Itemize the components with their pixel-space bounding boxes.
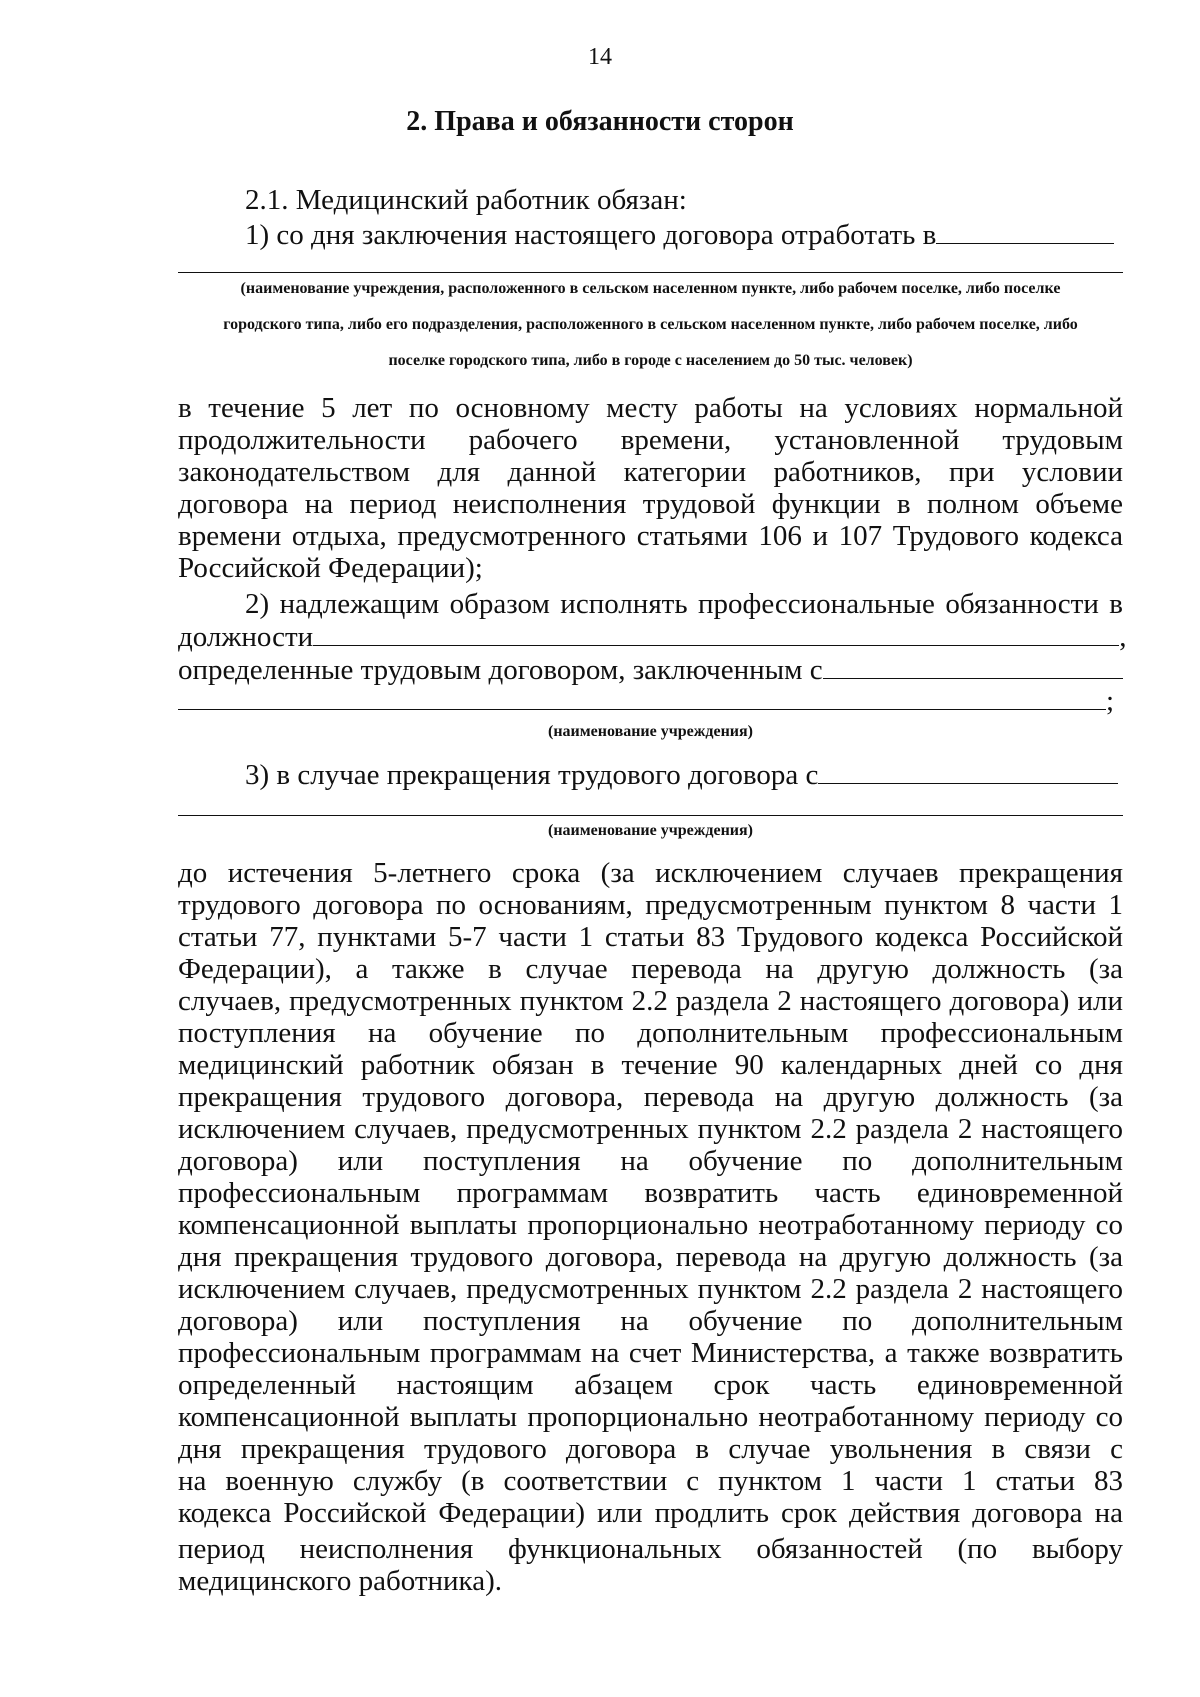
item1-body-line: времени отдыха, предусмотренного статьями 106 и 107 Трудового кодекса xyxy=(178,520,1123,552)
item3-blank xyxy=(818,759,1118,784)
item2-semicolon: ; xyxy=(1106,685,1115,717)
item3-body-line: статьи 77, пунктами 5-7 части 1 статьи 83 Трудового кодекса Российской xyxy=(178,921,1123,953)
institution-blank xyxy=(936,219,1114,244)
item1-line xyxy=(245,219,1123,252)
item2-line: 2) надлежащим образом исполнять профессиональные обязанности в xyxy=(245,588,1123,620)
item1-body-line: законодательством для данной категории работников, при условии xyxy=(178,456,1123,488)
item3-body-line: профессиональным программам на счет Министерства, а также возвратить xyxy=(178,1337,1123,1369)
item3-body-line: компенсационной выплаты пропорционально неотработанному периоду со xyxy=(178,1209,1123,1241)
caption-institution-line-1: (наименование учреждения, расположенного в сельском населенном пункте, либо рабочем поселке, либо поселке xyxy=(240,280,1061,297)
item3-body-line: компенсационной выплаты пропорционально неотработанному периоду со xyxy=(178,1401,1123,1433)
caption-institution-2: (наименование учреждения) xyxy=(547,822,753,839)
item3-body-line: дня прекращения трудового договора в случае увольнения в связи с xyxy=(178,1433,1123,1465)
position-comma: , xyxy=(1119,621,1127,653)
caption-institution: (наименование учреждения) xyxy=(547,723,753,740)
item3-body-line: исключением случаев, предусмотренных пунктом 2.2 раздела 2 настоящего xyxy=(178,1113,1123,1145)
item3-body-line: до истечения 5-летнего срока (за исключением случаев прекращения xyxy=(178,857,1123,889)
item3-body-line: медицинского работника). xyxy=(178,1565,502,1597)
item3-body-line: поступления на обучение по дополнительным профессиональным xyxy=(178,1017,1123,1049)
item3-body-line: период неисполнения функциональных обязанностей (по выбору xyxy=(178,1533,1123,1565)
item1-text: 1) со дня заключения настоящего договора отработать в xyxy=(245,219,937,251)
institution-blank-line xyxy=(178,272,1123,273)
item3-body-line: определенный настоящим абзацем срок часть единовременной xyxy=(178,1369,1123,1401)
position-blank xyxy=(313,621,1119,646)
section-title: 2. Права и обязанности сторон xyxy=(406,106,794,137)
item3-line xyxy=(245,759,1123,792)
item2-institution-line xyxy=(178,685,1123,718)
item3-body-line: Федерации), а также в случае перевода на другую должность (за xyxy=(178,953,1123,985)
item3-blank-line xyxy=(178,815,1123,816)
item2-position-line xyxy=(178,621,1127,654)
item1-body-line: Российской Федерации); xyxy=(178,552,483,584)
item3-body-line: на военную службу (в соответствии с пунктом 1 части 1 статьи 83 xyxy=(178,1465,1123,1497)
item3-body-line: медицинский работник обязан в течение 90 календарных дней со дня xyxy=(178,1049,1123,1081)
item3-text: 3) в случае прекращения трудового договора с xyxy=(245,759,819,791)
item3-body-line: кодекса Российской Федерации) или продлить срок действия договора на xyxy=(178,1497,1123,1529)
item3-body-line: трудового договора по основаниям, предусмотренным пунктом 8 части 1 xyxy=(178,889,1123,921)
item3-body-line: прекращения трудового договора, перевода на другую должность (за xyxy=(178,1081,1123,1113)
item1-body-line: продолжительности рабочего времени, установленной трудовым xyxy=(178,424,1123,456)
item3-body-line: договора) или поступления на обучение по дополнительным xyxy=(178,1305,1123,1337)
item3-body-line: договора) или поступления на обучение по дополнительным xyxy=(178,1145,1123,1177)
contract-text: определенные трудовым договором, заключенным с xyxy=(178,654,823,686)
caption-institution-line-3: поселке городского типа, либо в городе с населением до 50 тыс. человек) xyxy=(388,352,913,369)
item3-body-line: профессиональным программам возвратить часть единовременной xyxy=(178,1177,1123,1209)
clause-2-1: 2.1. Медицинский работник обязан: xyxy=(245,184,687,216)
item1-body-line: в течение 5 лет по основному месту работы на условиях нормальной xyxy=(178,392,1123,424)
position-label: должности xyxy=(178,621,314,653)
contract-blank xyxy=(823,654,1123,679)
item3-body-line: случаев, предусмотренных пунктом 2.2 раздела 2 настоящего договора) или xyxy=(178,985,1123,1017)
caption-institution-line-2: городского типа, либо его подразделения, расположенного в сельском населенном пункте, либо рабочем поселке, либо xyxy=(223,316,1078,333)
item1-body-line: договора на период неисполнения трудовой функции в полном объеме xyxy=(178,488,1123,520)
institution-name-blank xyxy=(178,685,1106,710)
item3-body-line: исключением случаев, предусмотренных пунктом 2.2 раздела 2 настоящего xyxy=(178,1273,1123,1305)
item3-body-line: дня прекращения трудового договора, перевода на другую должность (за xyxy=(178,1241,1123,1273)
item2-contract-line xyxy=(178,654,1123,687)
page-number: 14 xyxy=(588,44,612,70)
